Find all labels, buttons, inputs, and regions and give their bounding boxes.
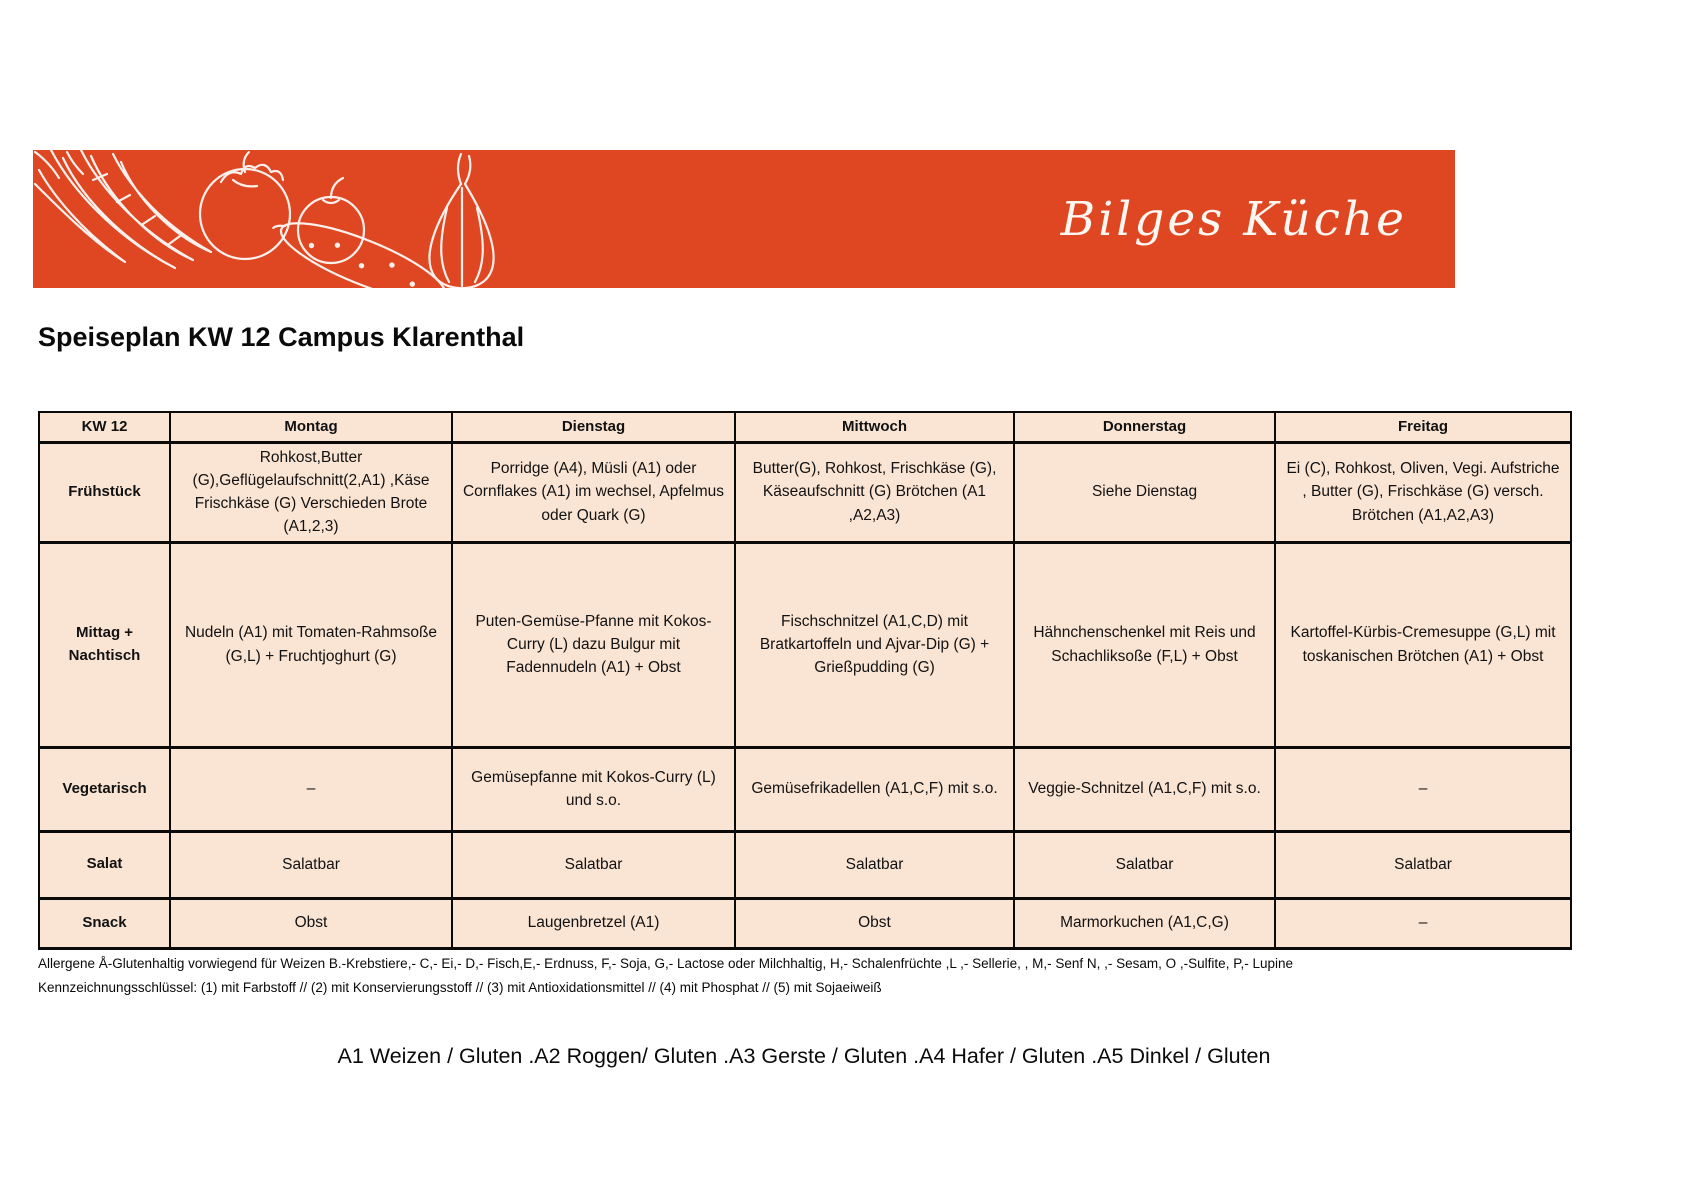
day-header-cell: Mittwoch [735,412,1014,442]
header-row [39,412,1571,442]
menu-cell: Siehe Dienstag [1014,442,1275,542]
menu-cell: Fischschnitzel (A1,C,D) mit Bratkartoffeln und Ajvar-Dip (G) + Grießpudding (G) [735,542,1014,747]
menu-cell: Obst [170,898,452,948]
apple-icon [298,178,364,263]
row-label: Snack [39,898,170,948]
menu-cell: Salatbar [1014,831,1275,898]
menu-cell: Butter(G), Rohkost, Frischkäse (G), Käseaufschnitt (G) Brötchen (A1 ,A2,A3) [735,442,1014,542]
menu-cell: Gemüsepfanne mit Kokos-Curry (L) und s.o. [452,747,735,831]
allergen-note: Allergene Å-Glutenhaltig vorwiegend für Weizen B.-Krebstiere,- C,- Ei,- D,- Fisch,E,- Erdnuss, F,- Soja, G,- Lactose oder Milchhaltig, H,- Schalenfrüchte ,L ,- Sellerie, , M,- Senf N, ,- Sesam, O ,-Sulfite, P,- Lupine [38,955,1293,971]
menu-row [39,542,1571,747]
menu-table-body [39,442,1571,948]
menu-cell: Salatbar [452,831,735,898]
menu-cell: Salatbar [1275,831,1571,898]
marking-key-note: Kennzeichnungsschlüssel: (1) mit Farbstoff // (2) mit Konservierungsstoff // (3) mit Antioxidationsmittel // (4) mit Phosphat // (5) mit Sojaeiweiß [38,979,882,995]
menu-row [39,747,1571,831]
menu-cell: Salatbar [170,831,452,898]
menu-table-head [39,412,1571,442]
menu-cell: – [1275,747,1571,831]
brand-name: Bilges Küche [1060,191,1407,247]
onion-icon [429,154,493,288]
row-label: Salat [39,831,170,898]
menu-cell: Kartoffel-Kürbis-Cremesuppe (G,L) mit toskanischen Brötchen (A1) + Obst [1275,542,1571,747]
row-label: Frühstück [39,442,170,542]
menu-cell: Hähnchenschenkel mit Reis und Schachliksoße (F,L) + Obst [1014,542,1275,747]
brand-banner [33,150,1455,288]
row-label: Mittag + Nachtisch [39,542,170,747]
menu-cell: Nudeln (A1) mit Tomaten-Rahmsoße (G,L) + Fruchtjoghurt (G) [170,542,452,747]
menu-cell: – [1275,898,1571,948]
day-header-cell: Montag [170,412,452,442]
day-header-cell: Dienstag [452,412,735,442]
menu-cell: Gemüsefrikadellen (A1,C,F) mit s.o. [735,747,1014,831]
vegetables-illustration [33,150,503,288]
menu-row [39,898,1571,948]
menu-cell: Obst [735,898,1014,948]
menu-row [39,442,1571,542]
gluten-legend: A1 Weizen / Gluten .A2 Roggen/ Gluten .A3 Gerste / Gluten .A4 Hafer / Gluten .A5 Dinkel / Gluten [337,1044,1271,1068]
menu-cell: Laugenbretzel (A1) [452,898,735,948]
day-header-cell: Donnerstag [1014,412,1275,442]
menu-table [38,411,1572,950]
menu-cell: Marmorkuchen (A1,C,G) [1014,898,1275,948]
menu-cell: Rohkost,Butter (G),Geflügelaufschnitt(2,A1) ,Käse Frischkäse (G) Verschieden Brote (A1,2,3) [170,442,452,542]
day-header-cell: Freitag [1275,412,1571,442]
menu-cell: Salatbar [735,831,1014,898]
page-title: Speiseplan KW 12 Campus Klarenthal [38,322,525,352]
menu-row [39,831,1571,898]
carrot-icon [35,150,211,268]
week-header-cell: KW 12 [39,412,170,442]
tomato-icon [200,152,290,259]
menu-cell: Ei (C), Rohkost, Oliven, Vegi. Aufstriche , Butter (G), Frischkäse (G) versch. Brötchen (A1,A2,A3) [1275,442,1571,542]
menu-cell: – [170,747,452,831]
row-label: Vegetarisch [39,747,170,831]
menu-cell: Puten-Gemüse-Pfanne mit Kokos-Curry (L) dazu Bulgur mit Fadennudeln (A1) + Obst [452,542,735,747]
menu-cell: Veggie-Schnitzel (A1,C,F) mit s.o. [1014,747,1275,831]
menu-cell: Porridge (A4), Müsli (A1) oder Cornflakes (A1) im wechsel, Apfelmus oder Quark (G) [452,442,735,542]
cucumber-icon [266,206,462,288]
